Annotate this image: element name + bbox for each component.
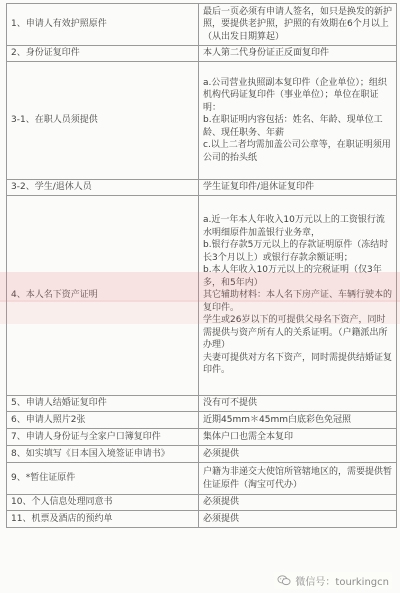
requirement-item: 9、*暂住证原件 (7, 463, 199, 495)
requirement-item: 11、机票及酒店的预约单 (7, 511, 199, 528)
detail-line: 必须提供 (203, 497, 240, 508)
table-row (7, 511, 397, 528)
table-row (7, 196, 397, 396)
requirement-detail (199, 62, 397, 180)
detail-line: 集体户口也需全本复印 (203, 431, 294, 442)
requirement-item: 4、本人名下资产证明 (7, 196, 199, 396)
detail-line: 最后一页必须有申请人签名，如只是换发的新护照，要提供老护照，护照的有效期在6个月以上（从出发日期算起） (203, 6, 393, 42)
requirements-table-body (7, 4, 397, 528)
requirement-item: 6、申请人照片2张 (7, 412, 199, 429)
table-row (7, 463, 397, 495)
table-row (7, 446, 397, 463)
requirement-detail (199, 4, 397, 46)
requirement-detail (199, 495, 397, 511)
requirement-item: 3-2、学生/退休人员 (7, 180, 199, 196)
detail-line: b.银行存款5万元以上的存款证明原件（冻结时长3个月以上）或银行存款余额证明； (203, 240, 389, 263)
detail-line: 必须提供 (203, 448, 240, 459)
detail-line: 学生或26岁以下的可提供父母名下资产，同时需提供与资产所有人的关系证明。（户籍派出所办理） (203, 315, 388, 351)
table-row (7, 180, 397, 196)
requirement-detail (199, 46, 397, 62)
detail-line: 近期45mm＊45mm白底彩色免冠照 (203, 414, 351, 425)
requirement-detail (199, 196, 397, 396)
requirement-item: 2、身份证复印件 (7, 46, 199, 62)
requirement-item: 10、个人信息处理同意书 (7, 495, 199, 511)
detail-line: 本人第二代身份证正反面复印件 (203, 48, 330, 59)
requirement-item: 8、如实填写《日本国入境签证申请书》 (7, 446, 199, 463)
requirement-detail (199, 511, 397, 528)
requirement-detail (199, 396, 397, 412)
watermark-text: 微信号：tourkingcn (295, 577, 389, 588)
requirement-item: 3-1、在职人员须提供 (7, 62, 199, 180)
detail-line: 必须提供 (203, 513, 240, 524)
requirement-item: 7、申请人身份证与全家户口簿复印件 (7, 429, 199, 446)
table-row (7, 46, 397, 62)
table-row (7, 396, 397, 412)
detail-line: 户籍为非递交大使馆所管辖地区的，需要提供暂住证原件（淘宝可代办） (203, 467, 393, 490)
detail-line: a.公司营业执照副本复印件（企业单位）；组织机构代码证复印件（事业单位）；单位在职证明： (203, 77, 387, 113)
detail-line: c.以上二者均需加盖公司公章等，在职证明须用公司的抬头纸 (203, 140, 391, 163)
detail-line: 夫妻可提供对方名下资产，同时需提供结婚证复印件。 (203, 352, 393, 376)
detail-line: a.近一年本人年收入10万元以上的工资银行流水明细原件加盖银行业务章， (203, 215, 385, 238)
requirement-detail (199, 463, 397, 495)
detail-line: 其它辅助材料：本人名下房产证、车辆行驶本的复印件。 (203, 290, 393, 313)
wechat-watermark (274, 572, 392, 589)
requirement-item: 5、申请人结婚证复印件 (7, 396, 199, 412)
requirements-sheet (6, 3, 394, 588)
requirement-detail (199, 429, 397, 446)
detail-line: 学生证复印件/退休证复印件 (203, 182, 315, 193)
requirement-detail (199, 446, 397, 463)
detail-line: b.在职证明内容包括：姓名、年龄、现单位工龄、现任职务、年薪 (203, 115, 383, 138)
table-row (7, 495, 397, 511)
wechat-icon (277, 575, 291, 586)
table-row (7, 412, 397, 429)
requirement-detail (199, 412, 397, 429)
detail-line: b.本人年收入10万元以上的完税证明（仅3年多，和5年内） (203, 265, 382, 288)
table-row (7, 429, 397, 446)
table-row (7, 62, 397, 180)
table-row (7, 4, 397, 46)
requirement-item: 1、申请人有效护照原件 (7, 4, 199, 46)
requirement-detail (199, 180, 397, 196)
detail-line: 没有可不提供 (203, 398, 258, 409)
requirements-table (6, 3, 397, 528)
